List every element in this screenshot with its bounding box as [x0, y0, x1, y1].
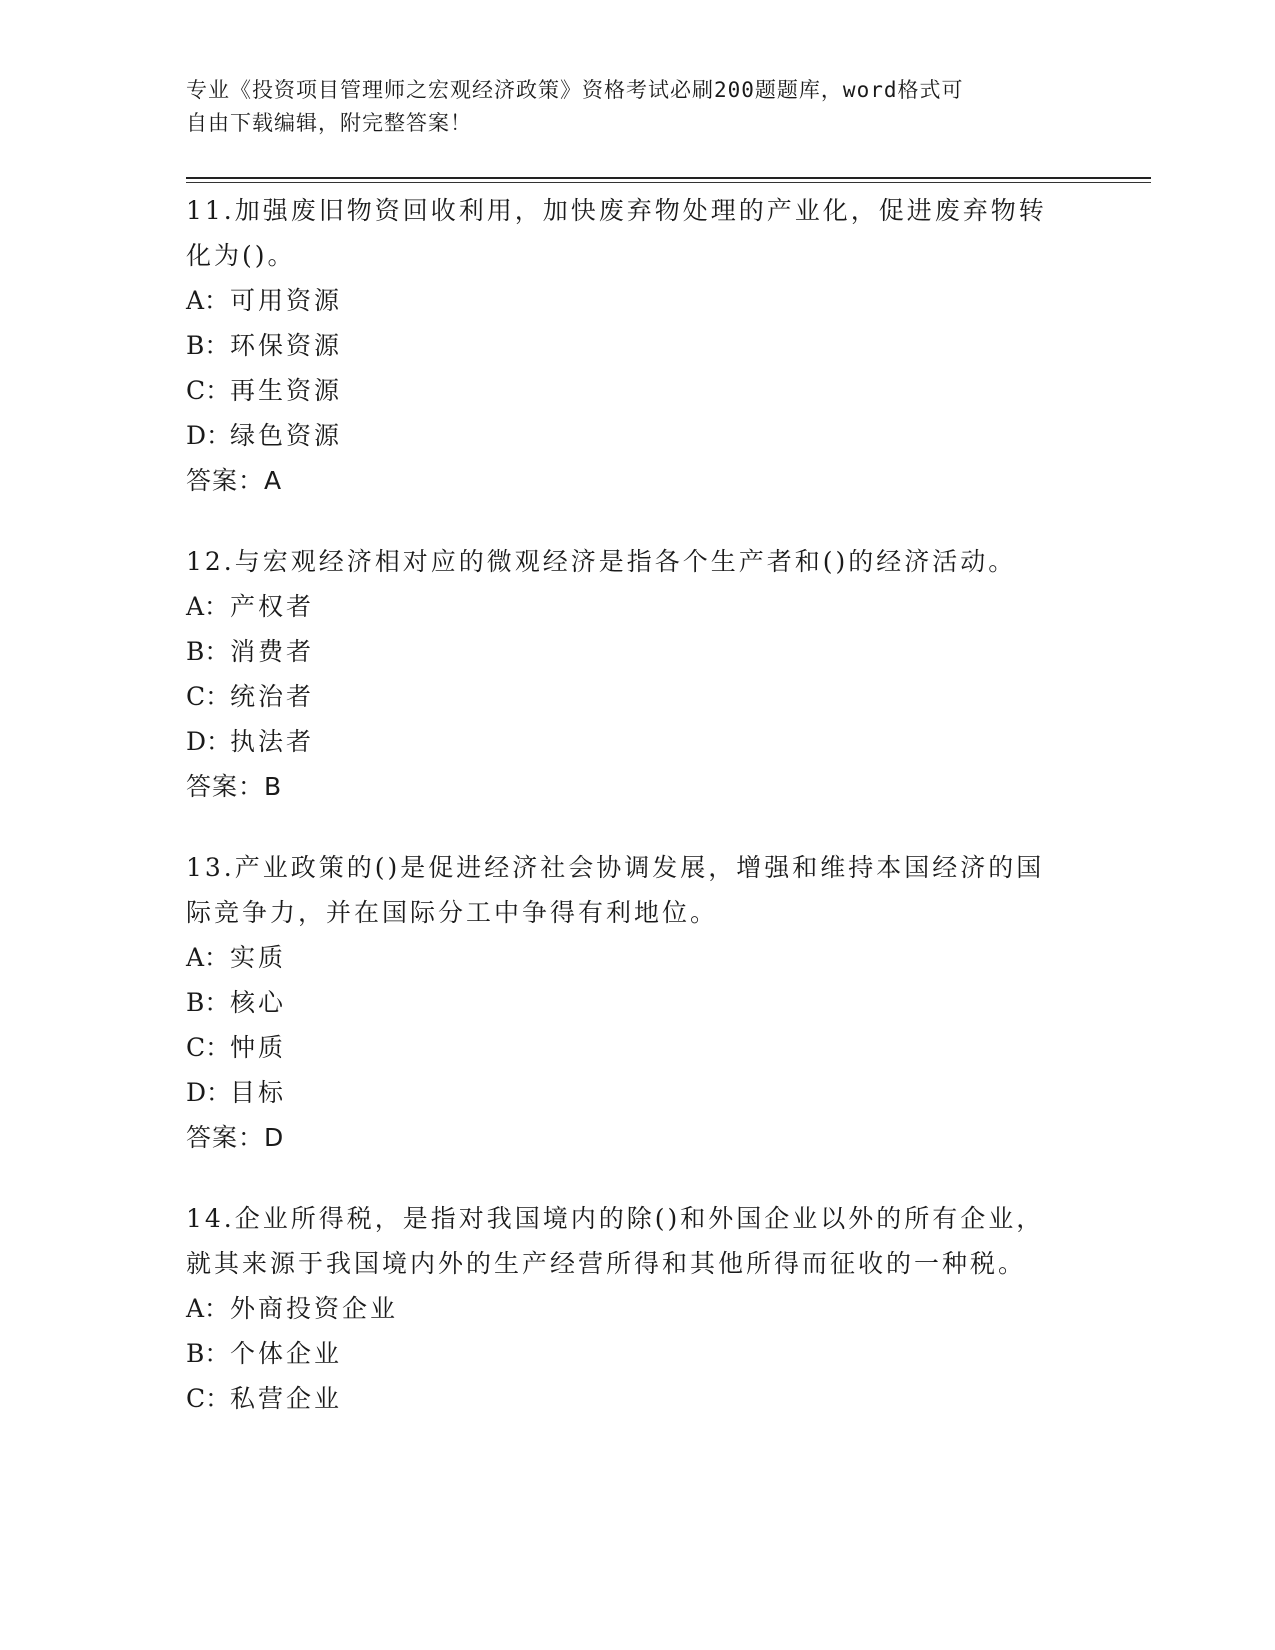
option-a: [186, 935, 1086, 980]
header-divider-thick: [186, 177, 1151, 179]
option-letter: D：: [186, 727, 232, 756]
header-line-2: 自由下载编辑，附完整答案！: [186, 111, 472, 135]
option-text: 忡质: [230, 1033, 287, 1062]
option-letter: C：: [186, 1033, 231, 1062]
question-list: [186, 188, 1086, 1457]
option-letter: B：: [186, 1339, 230, 1368]
question-14: [186, 1196, 1086, 1421]
question-12: [186, 539, 1086, 809]
option-text: 私营企业: [230, 1384, 343, 1413]
option-a: [186, 584, 1086, 629]
option-a: [186, 278, 1086, 323]
question-11: [186, 188, 1086, 503]
option-letter: C：: [186, 376, 231, 405]
option-letter: B：: [186, 988, 230, 1017]
option-b: [186, 629, 1086, 674]
option-b: [186, 323, 1086, 368]
answer-line: 答案：A: [186, 466, 283, 495]
option-text: 产权者: [230, 592, 315, 621]
option-letter: A：: [186, 286, 230, 315]
stem-line: 11.加强废旧物资回收利用，加快废弃物处理的产业化，促进废弃物转: [186, 196, 1047, 225]
option-text: 外商投资企业: [230, 1294, 399, 1323]
stem-line: 化为()。: [186, 241, 296, 270]
option-a: [186, 1286, 1086, 1331]
option-letter: C：: [186, 1384, 231, 1413]
option-text: 核心: [230, 988, 287, 1017]
stem-line: 就其来源于我国境内外的生产经营所得和其他所得而征收的一种税。: [186, 1249, 1027, 1278]
option-b: [186, 980, 1086, 1025]
answer-line: 答案：B: [186, 772, 283, 801]
option-text: 执法者: [230, 727, 315, 756]
stem-line: 12.与宏观经济相对应的微观经济是指各个生产者和()的经济活动。: [186, 547, 1017, 576]
header-line-1: 专业《投资项目管理师之宏观经济政策》资格考试必刷200题题库，word格式可: [186, 78, 964, 102]
option-letter: B：: [186, 331, 230, 360]
option-c: [186, 1376, 1086, 1421]
question-stem: [186, 539, 1086, 584]
option-d: [186, 1070, 1086, 1115]
stem-line: 13.产业政策的()是促进经济社会协调发展，增强和维持本国经济的国: [186, 853, 1045, 882]
header-divider-thin: [186, 182, 1151, 183]
option-d: [186, 719, 1086, 764]
option-text: 统治者: [230, 682, 315, 711]
option-text: 可用资源: [230, 286, 343, 315]
stem-line: 14.企业所得税，是指对我国境内的除()和外国企业以外的所有企业，: [186, 1204, 1045, 1233]
question-stem: [186, 1196, 1086, 1286]
option-text: 目标: [230, 1078, 287, 1107]
option-text: 环保资源: [230, 331, 343, 360]
question-stem: [186, 188, 1086, 278]
option-c: [186, 368, 1086, 413]
option-letter: A：: [186, 1294, 230, 1323]
option-letter: A：: [186, 943, 230, 972]
question-13: [186, 845, 1086, 1160]
option-d: [186, 413, 1086, 458]
document-header: [186, 74, 1066, 140]
option-b: [186, 1331, 1086, 1376]
stem-line: 际竞争力，并在国际分工中争得有利地位。: [186, 898, 719, 927]
option-text: 个体企业: [230, 1339, 343, 1368]
answer-line: 答案：D: [186, 1123, 285, 1152]
option-letter: A：: [186, 592, 230, 621]
option-text: 再生资源: [230, 376, 343, 405]
option-letter: D：: [186, 421, 232, 450]
option-letter: D：: [186, 1078, 232, 1107]
option-letter: B：: [186, 637, 230, 666]
option-text: 绿色资源: [230, 421, 343, 450]
option-c: [186, 1025, 1086, 1070]
question-stem: [186, 845, 1086, 935]
option-text: 消费者: [230, 637, 315, 666]
option-c: [186, 674, 1086, 719]
option-letter: C：: [186, 682, 231, 711]
option-text: 实质: [230, 943, 287, 972]
